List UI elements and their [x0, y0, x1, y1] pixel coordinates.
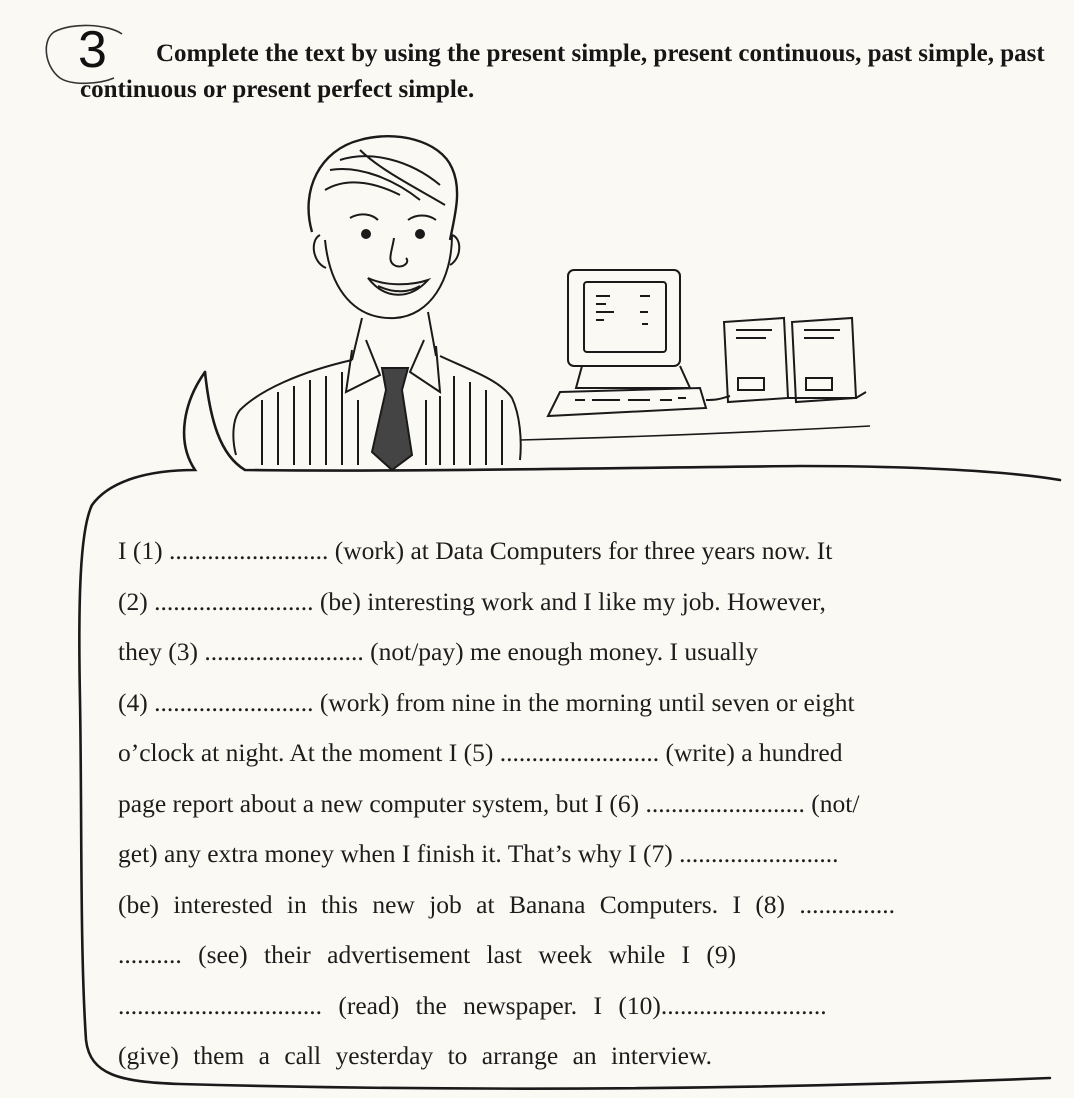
text-line: they (3) ......................... (not/pay) me enough money. I usually	[118, 637, 758, 666]
text-line: get) any extra money when I finish it. That’s why I (7) .........................	[118, 839, 839, 868]
text-line: (2) ......................... (be) interesting work and I like my job. However,	[118, 586, 826, 616]
text-line: I (1) ......................... (work) at Data Computers for three years now. It	[118, 536, 833, 565]
text-line: (give) them a call yesterday to arrange an interview.	[118, 1041, 713, 1070]
desk-line	[520, 426, 870, 440]
text-line: o’clock at night. At the moment I (5) ......................... (write) a hundred	[118, 738, 843, 767]
text-line: (be) interested in this new job at Banana Computers. I (8) ...............	[118, 889, 896, 919]
text-line: ................................ (read) the newspaper. I (10)..........................	[118, 990, 827, 1020]
computer-icon	[548, 270, 730, 416]
man-figure-icon	[233, 136, 520, 470]
exercise-number: 3	[78, 21, 107, 79]
text-line: .......... (see) their advertisement last week while I (9)	[118, 940, 737, 969]
exercise-instruction: Complete the text by using the present simple, present continuous, past simple, past continuous or present perfect simple.	[80, 40, 1045, 103]
disk-drive-icon	[724, 318, 866, 402]
text-line: page report about a new computer system, but I (6) ......................... (not/	[118, 788, 860, 818]
text-line: (4) ......................... (work) from nine in the morning until seven or eight	[118, 687, 855, 717]
exercise-text	[118, 526, 1068, 1082]
